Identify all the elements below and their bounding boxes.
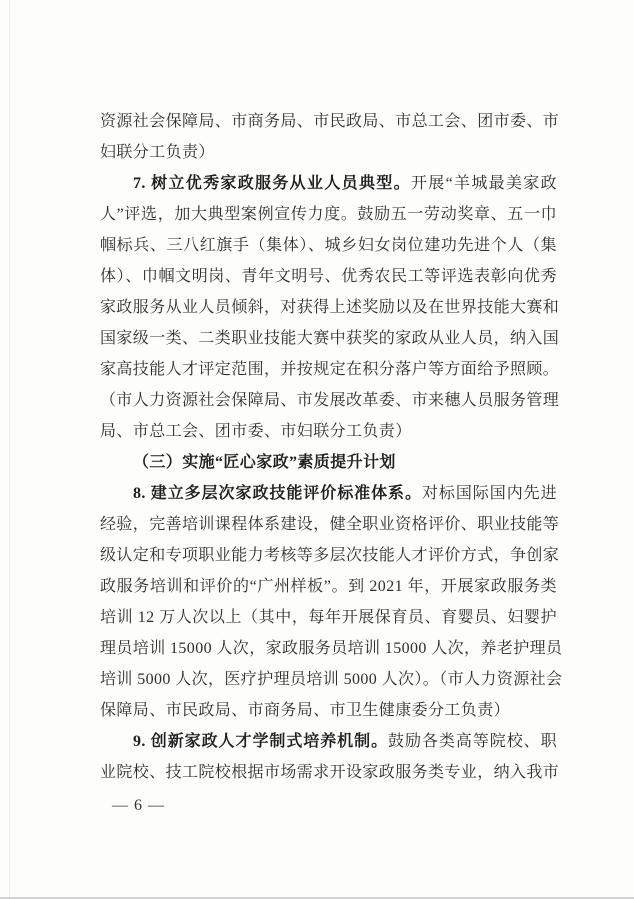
paragraph-8-heading: 8. 建立多层次家政技能评价标准体系。	[133, 485, 422, 502]
text-line: 培训 12 万人次以上（其中，每年开展保育员、育婴员、妇婴护	[100, 609, 557, 626]
paragraph-7-heading: 7. 树立优秀家政服务从业人员典型。	[133, 175, 411, 192]
section-3-heading-line	[100, 447, 557, 478]
text-line: 资源社会保障局、市商务局、市民政局、市总工会、团市委、市	[100, 113, 560, 130]
text-line: 国家级一类、二类职业技能大赛中获奖的家政从业人员，纳入国	[100, 330, 560, 347]
line-text: 对标国际国内先进	[421, 485, 557, 502]
line-text: 鼓励各类高等院校、职	[388, 733, 557, 750]
text-line: 政服务培训和评价的“广州样板”。到 2021 年，开展家政服务类	[100, 578, 557, 595]
document-text-block	[100, 106, 563, 788]
text-line: 妇联分工负责）	[100, 144, 215, 161]
text-line: 保障局、市民政局、市商务局、市卫生健康委分工负责）	[100, 702, 511, 719]
page-number: — 6 —	[112, 797, 165, 814]
text-line: 业院校、技工院校根据市场需求开设家政服务类专业，纳入我市	[100, 764, 560, 781]
paragraph-9-lead-line	[100, 726, 557, 757]
text-line: 级认定和专项职业能力考核等多层次技能人才评价方式，争创家	[100, 547, 560, 564]
text-line: 体）、巾帼文明岗、青年文明号、优秀农民工等评选表彰向优秀	[100, 268, 557, 285]
text-line: 理员培训 15000 人次，家政服务员培训 15000 人次，养老护理员	[100, 640, 563, 657]
paragraph-7-lead-line	[100, 168, 557, 199]
scan-left-edge	[9, 0, 10, 899]
text-line: 培训 5000 人次，医疗护理员培训 5000 人次）。（市人力资源社会	[100, 671, 563, 688]
paragraph-8-lead-line	[100, 478, 557, 509]
text-line: 人”评选，加大典型案例宣传力度。鼓励五一劳动奖章、五一巾	[100, 206, 557, 223]
text-line: 经验，完善培训课程体系建设，健全职业资格评价、职业技能等	[100, 516, 560, 533]
text-line: 帼标兵、三八红旗手（集体）、城乡妇女岗位建功先进个人（集	[100, 237, 557, 254]
text-line: 家高技能人才评定范围，并按规定在积分落户等方面给予照顾。	[100, 361, 560, 378]
line-text: 开展“羊城最美家政	[410, 175, 558, 192]
section-3-heading: （三）实施“匠心家政”素质提升计划	[133, 454, 396, 471]
text-line: 局、市总工会、团市委、市妇联分工负责）	[100, 423, 412, 440]
paragraph-9-heading: 9. 创新家政人才学制式培养机制。	[133, 733, 389, 750]
text-line: （市人力资源社会保障局、市发展改革委、市来穗人员服务管理	[100, 392, 560, 409]
text-line: 家政服务从业人员倾斜，对获得上述奖励以及在世界技能大赛和	[100, 299, 560, 316]
